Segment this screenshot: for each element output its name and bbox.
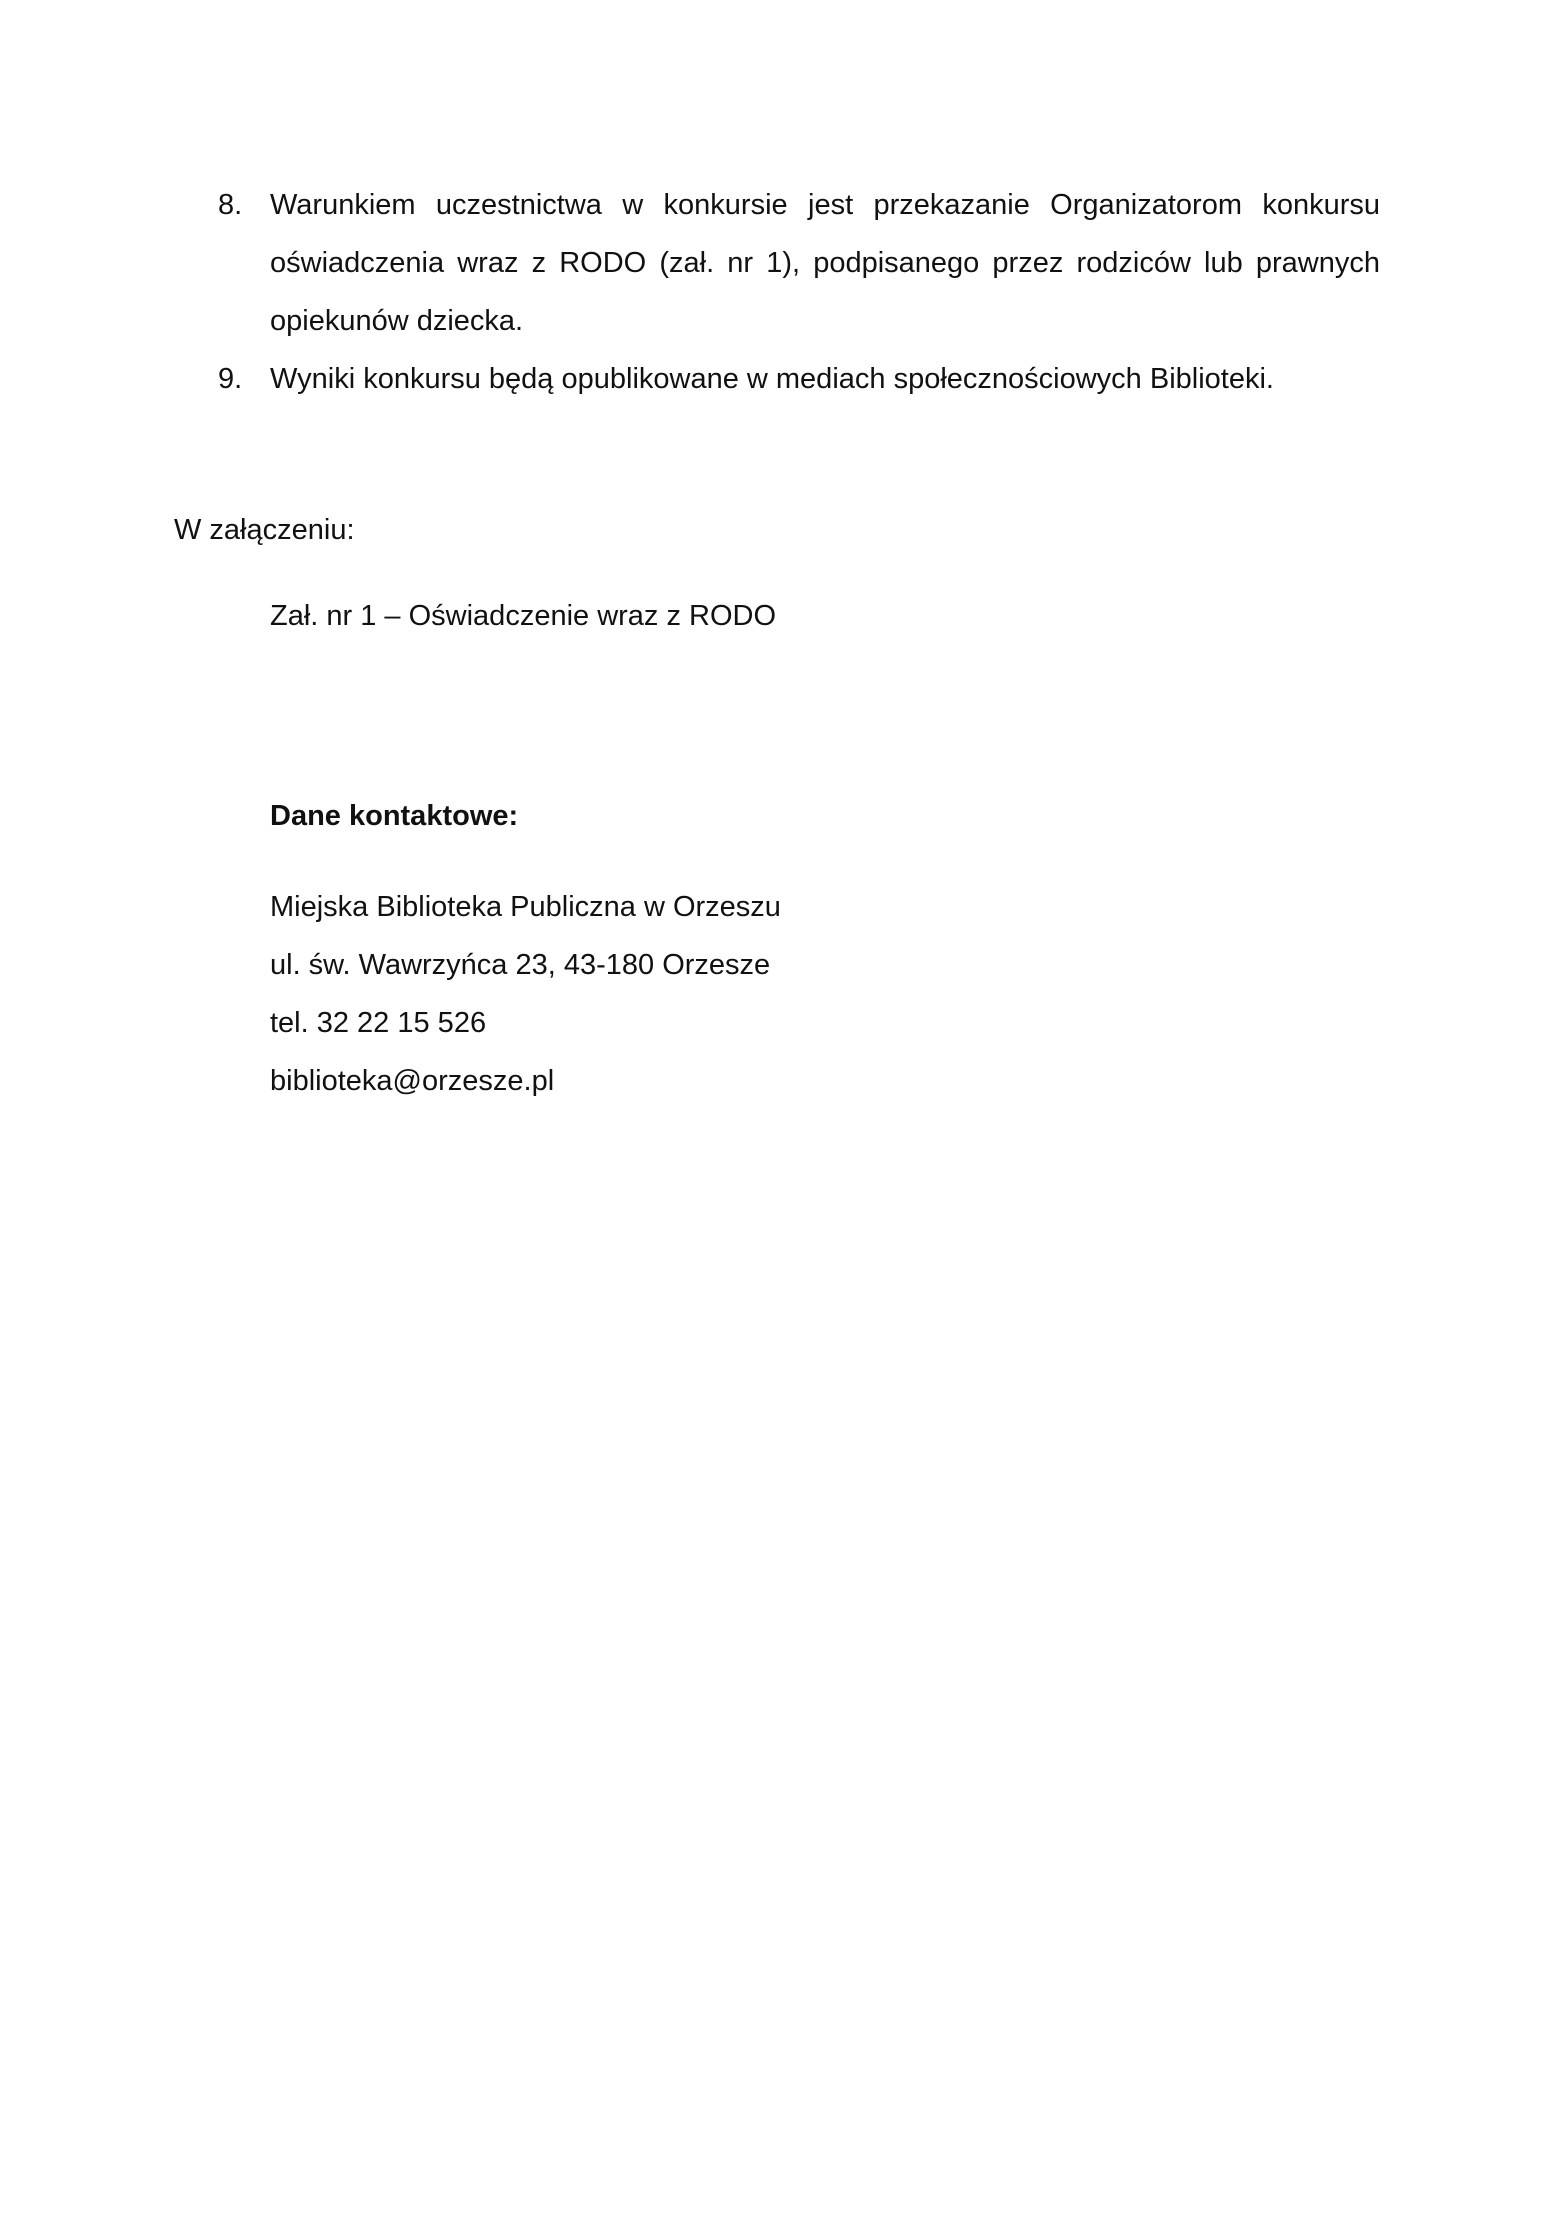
attachments-heading: W załączeniu:	[174, 514, 355, 546]
list-item-text: Warunkiem uczestnictwa w konkursie jest przekazanie Organizatorom konkursu oświadczenia wraz z RODO (zał. nr 1), podpisanego przez rodziców lub prawnych opiekunów dziecka.	[270, 189, 1380, 337]
contact-title: Dane kontaktowe:	[270, 800, 519, 832]
list-item-text: Wyniki konkursu będą opublikowane w mediach społecznościowych Biblioteki.	[270, 363, 1274, 395]
list-item-number: 9.	[218, 363, 243, 395]
contact-library-name: Miejska Biblioteka Publiczna w Orzeszu	[270, 891, 781, 923]
list-item	[218, 350, 1380, 408]
list-item-number: 8.	[218, 189, 243, 221]
attachment-line: Zał. nr 1 – Oświadczenie wraz z RODO	[270, 600, 777, 632]
list-item	[218, 176, 1380, 350]
contact-block	[270, 794, 1170, 1110]
contact-email: biblioteka@orzesze.pl	[270, 1065, 555, 1097]
numbered-list	[218, 176, 1380, 408]
contact-address: ul. św. Wawrzyńca 23, 43-180 Orzesze	[270, 949, 771, 981]
contact-phone: tel. 32 22 15 526	[270, 1007, 487, 1039]
contact-lines	[270, 878, 1170, 1110]
